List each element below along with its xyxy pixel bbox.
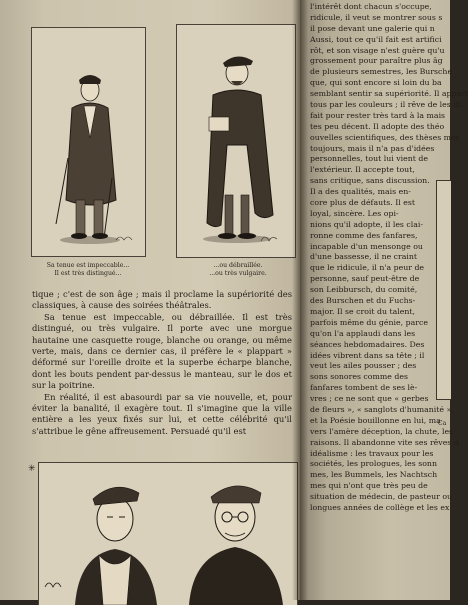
right-column-line: de plusieurs semestres, les Bursche [310,67,453,77]
ornament-mark: ✳ [28,464,36,474]
caption-line: Il est très distingué... [54,270,122,277]
caption-left-figure [28,262,148,278]
paragraph: En réalité, il est abasourdi par sa vie nouvelle, et, pour éviter la banalité, il exagère tout. Il s'imagine que la ville entière a les yeux fixés sur lui, et cette célébrité qu'il s'attribue le gêne affreusement. Persuadé qu'il est [32,391,292,436]
scruffy-student-drawing [177,25,295,257]
right-column-line: sociétés, les prologues, les sonn [310,459,437,469]
caption-line: Sa tenue est impeccable... [46,262,130,269]
right-column-line: sans critique, sans discussion. [310,176,430,186]
right-column-line: fanfares tombent de ses lè- [310,383,418,393]
right-column-line: mes qui n'ont que très peu de [310,481,428,491]
dandy-student-drawing [32,28,145,256]
book-gutter [292,0,308,600]
right-column-line: major. Il se croit du talent, [310,306,416,316]
right-column-line: que, qui sont encore si loin du ba [310,78,442,88]
illustration-dandy-student [31,27,146,257]
right-column-line: séances hebdomadaires. Des [310,339,425,349]
right-column-line: situation de médecin, de pasteur ou [310,492,453,502]
right-column-line: tous par les couleurs ; il rêve de les ill [310,100,461,110]
paragraph: tique ; c'est de son âge ; mais il proclame la supériorité des classiques, à cause des soirées théâtrales. [32,289,292,311]
right-column-text [310,2,468,514]
right-column-line: idées vibrent dans sa tête ; il [310,350,425,360]
right-column-line: l'intérêt dont chacun s'occupe, [310,2,432,11]
right-column-line: incapable d'un mensonge ou [310,241,423,251]
right-column-line: semblant sentir sa supériorité. Il appart [310,89,468,99]
right-illustration-edge [436,180,451,400]
illustration-scruffy-student [176,24,296,258]
right-column-line: ouvelles scientifiques, des thèses mor [310,132,460,142]
right-column-line: core plus de défauts. Il est [310,198,416,208]
right-column-line: grossement pour paraître plus âg [310,56,443,66]
right-column-line: mes, les Bummels, les Nachtsch [310,470,438,480]
caption-right-figure [180,262,296,278]
right-column-line: personnelles, tout lui vient de [310,154,428,164]
right-column-line: son Leibbursch, du comité, [310,285,418,295]
caption-line: ...ou débraillée. [213,262,263,269]
right-column-line: veut les ailes pousser ; des [310,361,417,371]
right-column-line: raisons. Il abandonne vite ses rêves d [310,437,459,447]
right-column-line: loyal, sincère. Les opi- [310,208,399,218]
caption-line: ...ou très vulgaire. [209,270,267,277]
right-column-line: des Burschen et du Fuchs- [310,296,416,306]
right-column-line: idéalisme : les travaux pour les [310,448,434,458]
right-column-line: ridicule, il veut se montrer sous s [310,12,443,22]
right-column-line: personne, sauf peut-être de [310,274,420,284]
right-column-line: rôt, et son visage n'est guère qu'u [310,45,445,55]
right-column-line: il pose devant une galerie qui n [310,23,435,33]
right-column-line: et la Poésie bouillonne en lui, ma [310,415,441,425]
right-column-line: longues années de collège et les ex [310,502,450,512]
right-column-line: toujours, mais il n'a pas d'idées [310,143,435,153]
right-column-line: ronne comme des fanfares, [310,230,418,240]
paragraph: Sa tenue est impeccable, ou débraillée. Il est très distingué, ou très vulgaire. Il porte avec une morgue hautaine une casquette rouge, blanche ou orange, ou même verte, mais, dans ce dernier cas, il préfère le « plappart » déformé sur l'oreille droite et la superbe écharpe blanche, dont les bouts pendent par-dessus le manteau, sur le dos et sur la poitrine. [32,311,292,391]
right-column-line: Il a des qualités, mais en- [310,187,411,197]
illustration-two-students-portrait [38,462,298,605]
right-column-line: l'extérieur. Il accepte tout, [310,165,415,175]
right-column-line: sons sonores comme des [310,372,408,382]
right-column-line: fait pour rester très tard à la mais [310,110,446,120]
right-column-line: vers l'amère déception, la chute, les [310,426,454,436]
two-students-drawing [39,463,297,605]
right-column-line: d'une bassesse, il ne craint [310,252,418,262]
right-column-line: vres ; ce ne sont que « gerbes [310,394,429,404]
right-column-line: qu'on l'a applaudi dans les [310,328,416,338]
right-column-line: de fleurs », « sanglots d'humanité », [310,404,454,414]
right-column-line: parfois même du génie, parce [310,317,428,327]
right-column-line: tes peu décent. Il adopte des théo [310,121,445,131]
right-column-line: que le ridicule, il n'a peur de [310,263,425,273]
right-column-line: nions qu'il adopte, il les clai- [310,219,424,229]
right-column-line: Aussi, tout ce qu'il fait est artifici [310,34,442,44]
right-figure-label: Ca [438,420,447,427]
body-text-block [32,289,292,437]
